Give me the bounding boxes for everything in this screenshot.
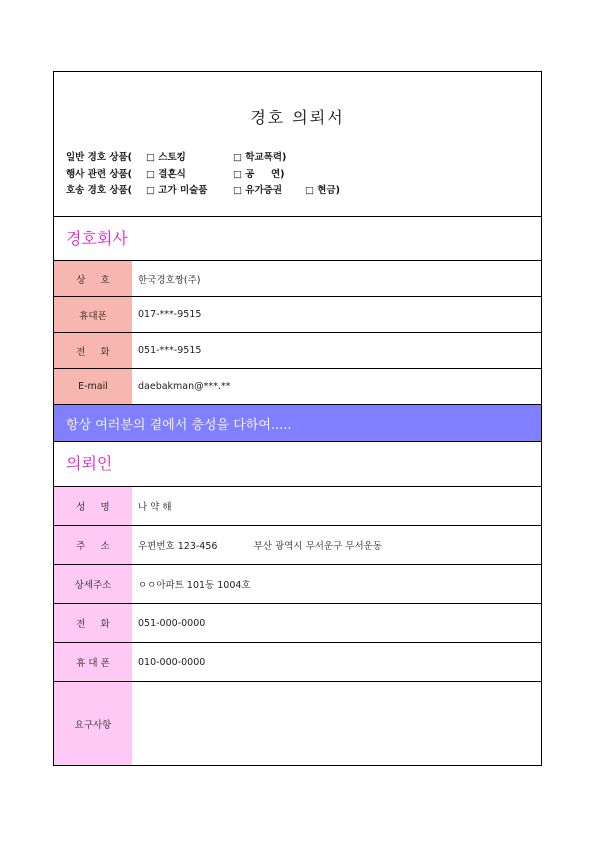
- company-phone-value[interactable]: 051-***-9515: [138, 345, 202, 356]
- client-heading: 의뢰인: [66, 454, 113, 473]
- company-row-email: [54, 368, 541, 404]
- checkbox-stalking[interactable]: □ 스토킹: [146, 152, 186, 163]
- form-title: 경호 의뢰서: [250, 108, 345, 127]
- checkbox-artwork[interactable]: □ 고가 미술품: [146, 185, 208, 196]
- company-heading: 경호회사: [54, 216, 541, 260]
- checkbox-cash[interactable]: □ 현금): [305, 185, 340, 196]
- option-label: 일반 경호 상품(: [66, 152, 133, 163]
- client-detail-address-value[interactable]: ㅇㅇ아파트 101동 1004호: [138, 580, 251, 591]
- company-email-label: E-mail: [54, 369, 132, 404]
- client-phone-label: 전 화: [54, 604, 132, 642]
- company-mobile-label: 휴대폰: [54, 297, 132, 332]
- option-label: 행사 관련 상품(: [66, 168, 133, 180]
- company-name-value[interactable]: 한국경호짱(주): [138, 274, 201, 286]
- service-options: [66, 150, 340, 200]
- client-mobile-label: 휴 대 폰: [54, 643, 132, 681]
- client-row-detail-address: [54, 564, 541, 603]
- company-phone-label: 전 화: [54, 333, 132, 368]
- request-form: [53, 71, 542, 766]
- company-row-mobile: [54, 296, 541, 332]
- client-name-label: 성 명: [54, 487, 132, 525]
- option-line-general: [66, 150, 340, 167]
- client-mobile-value[interactable]: 010-000-0000: [138, 656, 206, 668]
- client-row-name: [54, 486, 541, 525]
- company-name-label: 상 호: [54, 261, 132, 296]
- option-line-event: [66, 167, 340, 184]
- checkbox-wedding[interactable]: □ 결혼식: [146, 168, 186, 180]
- client-row-phone: [54, 603, 541, 642]
- client-detail-address-label: 상세주소: [54, 565, 132, 603]
- checkbox-securities[interactable]: □ 유가증권: [233, 185, 282, 196]
- option-label: 호송 경호 상품(: [66, 185, 133, 196]
- slogan-banner: 항상 여러분의 곁에서 충성을 다하여.....: [54, 404, 541, 442]
- client-row-address: [54, 525, 541, 564]
- client-name-value[interactable]: 나 약 해: [138, 502, 172, 513]
- client-requests-label: 요구사항: [54, 682, 132, 765]
- company-mobile-value[interactable]: 017-***-9515: [138, 309, 202, 320]
- client-address-label: 주 소: [54, 526, 132, 564]
- company-row-phone: [54, 332, 541, 368]
- company-email-value[interactable]: daebakman@***.**: [138, 381, 231, 392]
- checkbox-school-violence[interactable]: □ 학교폭력): [233, 152, 287, 163]
- client-address-value[interactable]: 우편번호 123-456 부산 광역시 무서운구 무서운동: [138, 541, 383, 552]
- client-phone-value[interactable]: 051-000-0000: [138, 617, 206, 629]
- client-row-requests: [54, 681, 541, 765]
- company-row-name: [54, 260, 541, 296]
- client-row-mobile: [54, 642, 541, 681]
- checkbox-performance[interactable]: □ 공 연): [233, 168, 285, 180]
- option-line-escort: [66, 183, 340, 200]
